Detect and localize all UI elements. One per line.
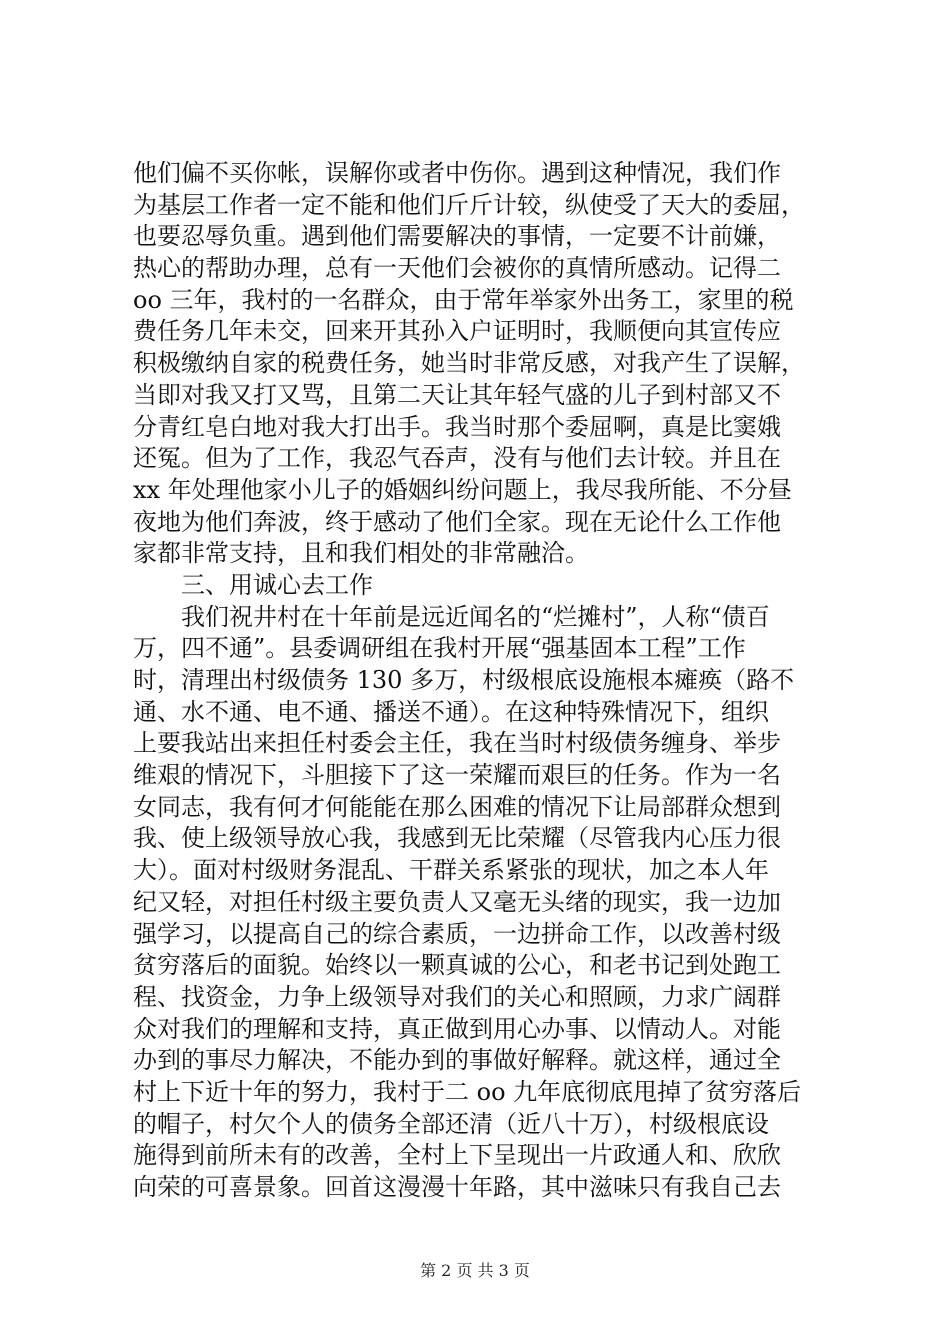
text-line: 费任务几年未交，回来开其孙入户证明时，我顺便向其宣传应	[133, 317, 781, 346]
text-line: 时，清理出村级债务 130 多万，村级根底设施根本瘫痪（路不	[133, 666, 795, 694]
text-line: 村上下近十年的努力，我村于二 oo 九年底彻底甩掉了贫穷落后	[133, 1077, 802, 1106]
page-footer: 第 2 页 共 3 页	[420, 1261, 530, 1280]
text-line: 夜地为他们奔波，终于感动了他们全家。现在无论什么工作他	[133, 507, 781, 536]
text-line: 众对我们的理解和支持，真正做到用心办事、以情动人。对能	[133, 1014, 781, 1043]
text-line: 纪又轻，对担任村级主要负责人又毫无头绪的现实，我一边加	[133, 887, 781, 916]
text-line: 他们偏不买你帐，误解你或者中伤你。遇到这种情况，我们作	[133, 159, 781, 187]
text-line: 热心的帮助办理，总有一天他们会被你的真情所感动。记得二	[133, 254, 781, 283]
text-line: 也要忍辱负重。遇到他们需要解决的事情，一定要不计前嫌，	[133, 222, 781, 251]
text-line: 分青红皂白地对我大打出手。我当时那个委屈啊，真是比窦娥	[133, 412, 781, 441]
text-line: 的帽子，村欠个人的债务全部还清（近八十万），村级根底设	[133, 1109, 769, 1138]
text-line: 家都非常支持，且和我们相处的非常融洽。	[133, 539, 589, 568]
text-line: 为基层工作者一定不能和他们斤斤计较，纵使受了天大的委屈，	[133, 190, 805, 219]
text-line: 还冤。但为了工作，我忍气吞声，没有与他们去计较。并且在	[133, 444, 781, 473]
text-line: 我、使上级领导放心我，我感到无比荣耀（尽管我内心压力很	[133, 824, 781, 853]
text-line: xx 年处理他家小儿子的婚姻纠纷问题上，我尽我所能、不分昼	[133, 475, 792, 504]
text-line: 万，四不通”。县委调研组在我村开展“强基固本工程”工作	[133, 634, 746, 663]
paragraph-start-line: 我们祝井村在十年前是远近闻名的“烂摊村”，人称“债百	[181, 602, 770, 631]
text-line: oo 三年，我村的一名群众，由于常年举家外出务工，家里的税	[133, 285, 794, 314]
text-line: 强学习，以提高自己的综合素质，一边拼命工作，以改善村级	[133, 919, 781, 948]
text-line: 大）。面对村级财务混乱、干群关系紧张的现状，加之本人年	[133, 856, 769, 885]
text-line: 维艰的情况下，斗胆接下了这一荣耀而艰巨的任务。作为一名	[133, 761, 781, 790]
text-line: 贫穷落后的面貌。始终以一颗真诚的公心，和老书记到处跑工	[133, 951, 781, 980]
text-line: 积极缴纳自家的税费任务，她当时非常反感，对我产生了误解，	[133, 349, 805, 378]
text-line: 办到的事尽力解决，不能办到的事做好解释。就这样，通过全	[133, 1046, 781, 1075]
text-line: 女同志，我有何才何能能在那么困难的情况下让局部群众想到	[133, 792, 781, 821]
text-line: 上要我站出来担任村委会主任，我在当时村级债务缠身、举步	[133, 729, 781, 758]
document-body	[133, 158, 833, 1204]
text-line: 通、水不通、电不通、播送不通）。在这种特殊情况下，组织	[133, 697, 769, 726]
text-line: 当即对我又打又骂，且第二天让其年轻气盛的儿子到村部又不	[133, 380, 781, 409]
text-line: 施得到前所未有的改善，全村上下呈现出一片政通人和、欣欣	[133, 1141, 781, 1170]
text-line: 程、找资金，力争上级领导对我们的关心和照顾，力求广阔群	[133, 982, 781, 1011]
text-line: 向荣的可喜景象。回首这漫漫十年路，其中滋味只有我自己去	[133, 1173, 781, 1201]
section-heading: 三、用诚心去工作	[181, 570, 373, 599]
